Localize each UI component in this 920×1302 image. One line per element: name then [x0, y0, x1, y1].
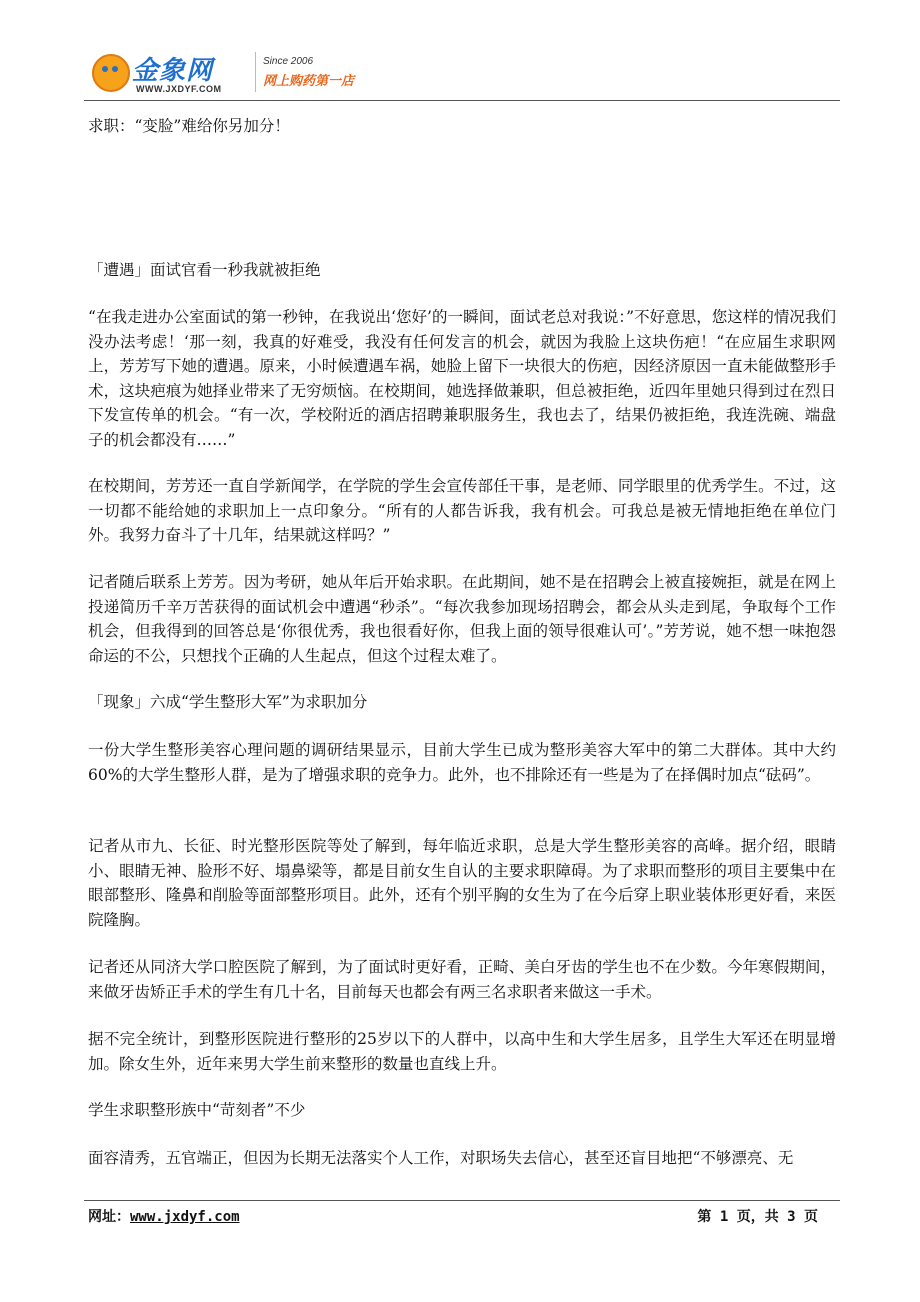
logo-brand-text: 金象网 [132, 56, 214, 86]
page-header [88, 40, 840, 102]
since-text: Since 2006 [263, 56, 314, 67]
paragraph: 据不完全统计，到整形医院进行整形的25岁以下的人群中，以高中生和大学生居多，且学生大军还在明显增加。除女生外，近年来男大学生前来整形的数量也直线上升。 [88, 1030, 836, 1073]
section-heading: 「遭遇」面试官看一秒我就被拒绝 [88, 261, 321, 279]
document-title: 求职：“变脸”难给你另加分！ [88, 117, 290, 135]
site-logo[interactable] [88, 48, 248, 98]
header-rule [84, 100, 840, 101]
slogan-text: 网上购药第一店 [263, 74, 355, 89]
footer-url-link[interactable]: www.jxdyf.com [130, 1209, 240, 1225]
header-divider [255, 52, 256, 92]
footer-rule [84, 1200, 840, 1201]
footer-url [88, 1206, 240, 1226]
page-number: 第 1 页，共 3 页 [697, 1209, 818, 1225]
paragraph: 面容清秀，五官端正，但因为长期无法落实个人工作，对职场失去信心，甚至还盲目地把“不够漂亮、无 [88, 1149, 794, 1167]
paragraph: “在我走进办公室面试的第一秒钟，在我说出‘您好’的一瞬间，面试老总对我说：”不好意思，您这样的情况我们没办法考虑！‘那一刻，我真的好难受，我没有任何发言的机会，就因为我脸上这块伤疤！“在应届生求职网上，芳芳写下她的遭遇。原来，小时候遭遇车祸，她脸上留下一块很大的伤疤，因经济原因一直未能做整形手术，这块疤痕为她择业带来了无穷烦恼。在校期间，她选择做兼职，但总被拒绝，近四年里她只得到过在烈日下发宣传单的机会。“有一次，学校附近的酒店招聘兼职服务生，我也去了，结果仍被拒绝，我连洗碗、端盘子的机会都没有……” [88, 308, 836, 449]
footer-url-label: 网址： [88, 1209, 130, 1225]
paragraph: 在校期间，芳芳还一直自学新闻学，在学院的学生会宣传部任干事，是老师、同学眼里的优秀学生。不过，这一切都不能给她的求职加上一点印象分。“所有的人都告诉我，我有机会。可我总是被无情地拒绝在单位门外。我努力奋斗了十几年，结果就这样吗？” [88, 477, 836, 544]
elephant-mascot-icon [92, 54, 130, 92]
section-heading: 「现象」六成“学生整形大军”为求职加分 [88, 693, 368, 711]
paragraph: 记者还从同济大学口腔医院了解到，为了面试时更好看，正畸、美白牙齿的学生也不在少数。今年寒假期间，来做牙齿矫正手术的学生有几十名，目前每天也都会有两三名求职者来做这一手术。 [88, 958, 836, 1001]
section-heading: 学生求职整形族中“苛刻者”不少 [88, 1101, 306, 1119]
logo-url-text: WWW.JXDYF.COM [136, 84, 222, 94]
paragraph: 记者从市九、长征、时光整形医院等处了解到，每年临近求职，总是大学生整形美容的高峰。据介绍，眼睛小、眼睛无神、脸形不好、塌鼻梁等，都是目前女生自认的主要求职障碍。为了求职而整形的项目主要集中在眼部整形、隆鼻和削脸等面部整形项目。此外，还有个别平胸的女生为了在今后穿上职业装体形更好看，来医院隆胸。 [88, 837, 836, 929]
paragraph: 记者随后联系上芳芳。因为考研，她从年后开始求职。在此期间，她不是在招聘会上被直接婉拒，就是在网上投递简历千辛万苦获得的面试机会中遭遇“秒杀”。“每次我参加现场招聘会，都会从头走到尾，争取每个工作机会，但我得到的回答总是‘你很优秀，我也很看好你，但我上面的领导很难认可’。”芳芳说，她不想一味抱怨命运的不公，只想找个正确的人生起点，但这个过程太难了。 [88, 573, 836, 665]
paragraph: 一份大学生整形美容心理问题的调研结果显示，目前大学生已成为整形美容大军中的第二大群体。其中大约60%的大学生整形人群，是为了增强求职的竞争力。此外，也不排除还有一些是为了在择偶时加点“砝码”。 [88, 741, 836, 784]
